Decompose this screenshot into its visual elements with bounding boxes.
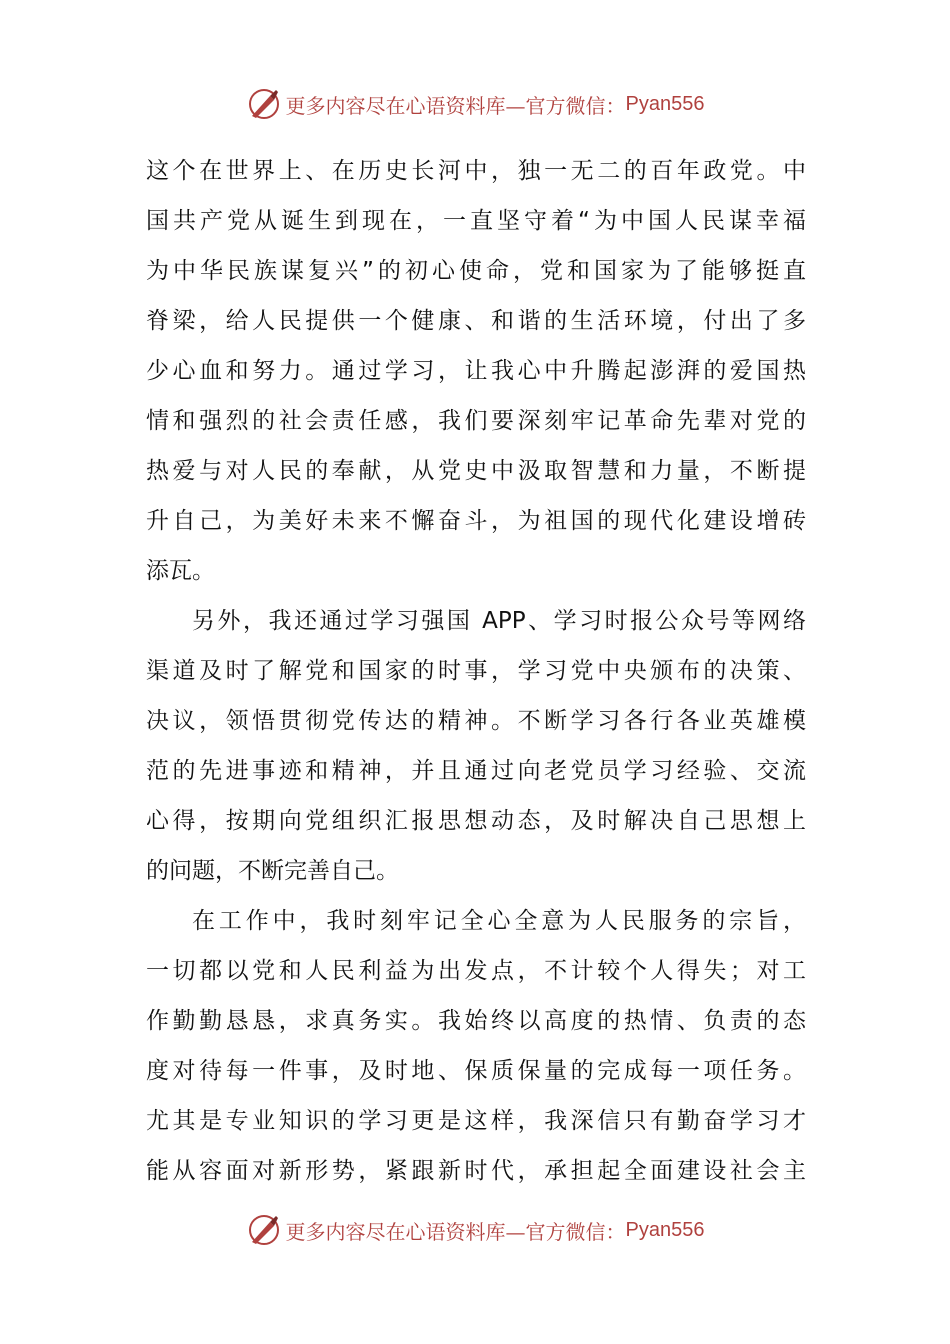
text-line: 范的先进事迹和精神，并且通过向老党员学习经验、交流 xyxy=(146,758,806,784)
watermark-wechat-id: Pyan556 xyxy=(625,1218,705,1241)
document-body xyxy=(146,146,806,1196)
text-line: 另外，我还通过学习强国 APP、学习时报公众号等网络 xyxy=(192,608,806,634)
text-line: 心得，按期向党组织汇报思想动态，及时解决自己思想上 xyxy=(146,808,806,834)
text-line: 情和强烈的社会责任感，我们要深刻牢记革命先辈对党的 xyxy=(146,408,806,434)
text-line: 一切都以党和人民利益为出发点，不计较个人得失；对工 xyxy=(146,958,806,984)
text-line: 度对待每一件事，及时地、保质保量的完成每一项任务。 xyxy=(146,1058,806,1084)
text-line: 能从容面对新形势，紧跟新时代，承担起全面建设社会主 xyxy=(146,1158,806,1184)
text-line: 为中华民族谋复兴”的初心使命，党和国家为了能够挺直 xyxy=(146,258,806,284)
text-line: 脊梁，给人民提供一个健康、和谐的生活环境，付出了多 xyxy=(146,308,806,334)
text-line: 决议，领悟贯彻党传达的精神。不断学习各行各业英雄模 xyxy=(146,708,806,734)
header-watermark xyxy=(0,84,950,124)
text-line: 在工作中，我时刻牢记全心全意为人民服务的宗旨， xyxy=(192,908,806,934)
text-line: 尤其是专业知识的学习更是这样，我深信只有勤奋学习才 xyxy=(146,1108,806,1134)
text-line: 渠道及时了解党和国家的时事，学习党中央颁布的决策、 xyxy=(146,658,806,684)
pen-logo-icon xyxy=(246,86,282,122)
watermark-text: 更多内容尽在心语资料库—官方微信： xyxy=(285,93,626,118)
watermark-wechat-id: Pyan556 xyxy=(625,92,705,115)
footer-watermark xyxy=(0,1210,950,1250)
text-line: 添瓦。 xyxy=(146,558,215,584)
text-line: 升自己，为美好未来不懈奋斗，为祖国的现代化建设增砖 xyxy=(146,508,806,534)
pen-logo-icon xyxy=(246,1212,282,1248)
text-line: 少心血和努力。通过学习，让我心中升腾起澎湃的爱国热 xyxy=(146,358,806,384)
watermark-text: 更多内容尽在心语资料库—官方微信： xyxy=(285,1219,626,1244)
text-line: 的问题，不断完善自己。 xyxy=(146,858,399,884)
text-line: 国共产党从诞生到现在，一直坚守着“为中国人民谋幸福 xyxy=(146,208,806,234)
text-line: 作勤勤恳恳，求真务实。我始终以高度的热情、负责的态 xyxy=(146,1008,806,1034)
text-line: 这个在世界上、在历史长河中，独一无二的百年政党。中 xyxy=(146,158,806,184)
text-line: 热爱与对人民的奉献，从党史中汲取智慧和力量，不断提 xyxy=(146,458,806,484)
